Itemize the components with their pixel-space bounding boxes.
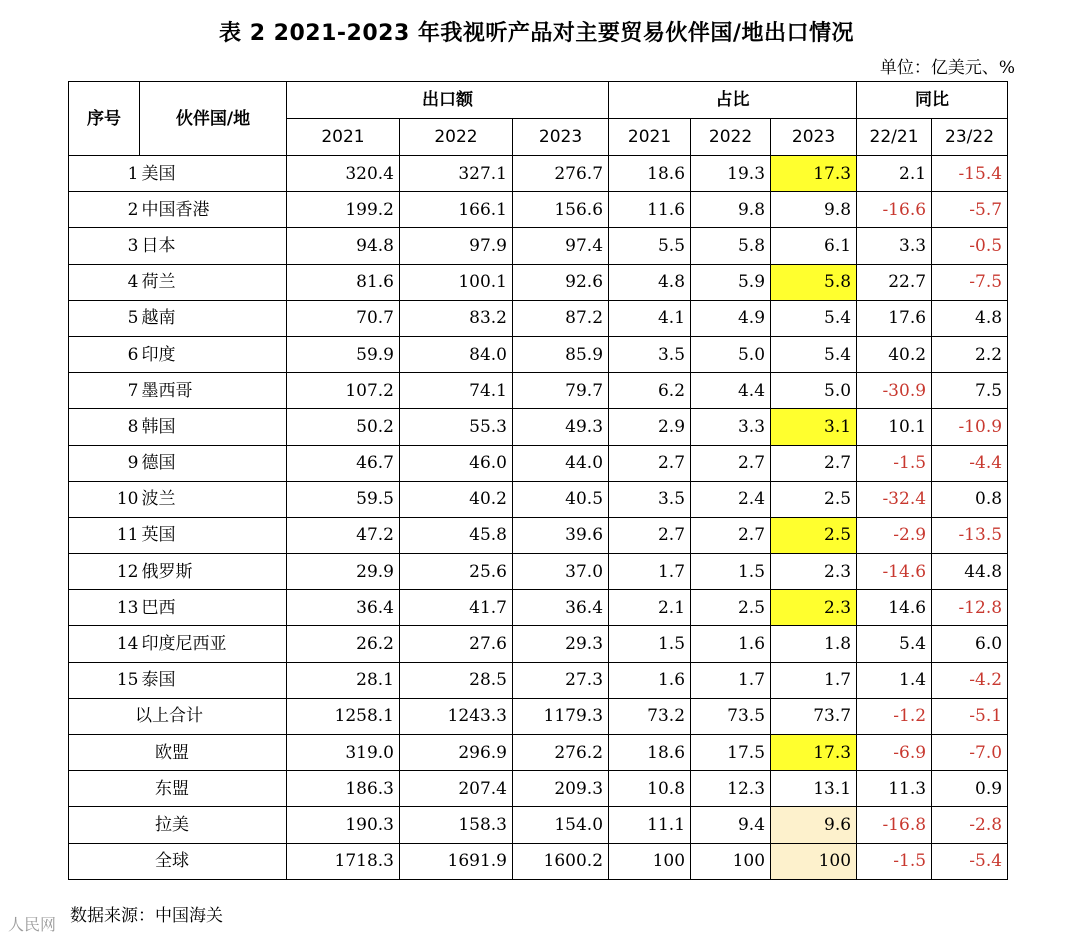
- table-body: [69, 156, 1008, 880]
- export-cell: 81.6: [287, 264, 400, 300]
- share-cell: 2.7: [609, 445, 691, 481]
- share-cell: 2.4: [691, 481, 771, 517]
- partner-name: 英国: [140, 517, 287, 553]
- partner-name: 美国: [140, 156, 287, 192]
- share-cell: 2.5: [691, 590, 771, 626]
- summary-row: [69, 807, 1008, 843]
- header-partner: 伙伴国/地: [140, 82, 287, 156]
- row-index: 3: [69, 228, 140, 264]
- table-title: 表 2 2021-2023 年我视听产品对主要贸易伙伴国/地出口情况: [219, 21, 854, 46]
- row-index: 14: [69, 626, 140, 662]
- summary-row: [69, 843, 1008, 879]
- yoy-cell: 5.4: [857, 626, 932, 662]
- share-cell: 4.8: [609, 264, 691, 300]
- share-cell: 1.7: [691, 662, 771, 698]
- table-row: [69, 156, 1008, 192]
- row-index: 7: [69, 373, 140, 409]
- share-cell: 73.5: [691, 698, 771, 734]
- export-cell: 296.9: [400, 735, 513, 771]
- header-year: 2023: [771, 119, 857, 156]
- summary-row: [69, 698, 1008, 734]
- partner-name: 荷兰: [140, 264, 287, 300]
- export-cell: 276.2: [513, 735, 609, 771]
- yoy-cell: 2.1: [857, 156, 932, 192]
- row-index: 9: [69, 445, 140, 481]
- table-row: [69, 264, 1008, 300]
- share-cell: 5.0: [771, 373, 857, 409]
- share-cell: 3.3: [691, 409, 771, 445]
- table-row: [69, 192, 1008, 228]
- export-cell: 50.2: [287, 409, 400, 445]
- export-cell: 1600.2: [513, 843, 609, 879]
- partner-name: 中国香港: [140, 192, 287, 228]
- share-cell: 2.3: [771, 590, 857, 626]
- share-cell: 6.2: [609, 373, 691, 409]
- export-cell: 199.2: [287, 192, 400, 228]
- yoy-cell: 11.3: [857, 771, 932, 807]
- header-export: 出口额: [287, 82, 609, 119]
- share-cell: 4.1: [609, 300, 691, 336]
- export-cell: 55.3: [400, 409, 513, 445]
- header-year: 2022: [691, 119, 771, 156]
- table-row: [69, 590, 1008, 626]
- yoy-cell: -7.5: [932, 264, 1008, 300]
- header-share: 占比: [609, 82, 857, 119]
- yoy-cell: 40.2: [857, 336, 932, 372]
- header-year: 2021: [609, 119, 691, 156]
- export-cell: 1691.9: [400, 843, 513, 879]
- share-cell: 2.7: [609, 517, 691, 553]
- export-cell: 44.0: [513, 445, 609, 481]
- share-cell: 73.7: [771, 698, 857, 734]
- partner-name: 印度: [140, 336, 287, 372]
- header-year: 2022: [400, 119, 513, 156]
- yoy-cell: -12.8: [932, 590, 1008, 626]
- yoy-cell: -5.4: [932, 843, 1008, 879]
- export-cell: 166.1: [400, 192, 513, 228]
- share-cell: 11.6: [609, 192, 691, 228]
- yoy-cell: -1.5: [857, 843, 932, 879]
- share-cell: 2.3: [771, 554, 857, 590]
- summary-row: [69, 771, 1008, 807]
- yoy-cell: 2.2: [932, 336, 1008, 372]
- header-seq: 序号: [69, 82, 140, 156]
- export-cell: 1718.3: [287, 843, 400, 879]
- share-cell: 11.1: [609, 807, 691, 843]
- share-cell: 5.5: [609, 228, 691, 264]
- share-cell: 4.4: [691, 373, 771, 409]
- share-cell: 1.5: [609, 626, 691, 662]
- share-cell: 1.6: [691, 626, 771, 662]
- export-cell: 83.2: [400, 300, 513, 336]
- export-cell: 25.6: [400, 554, 513, 590]
- export-cell: 1243.3: [400, 698, 513, 734]
- export-cell: 107.2: [287, 373, 400, 409]
- share-cell: 2.1: [609, 590, 691, 626]
- yoy-cell: -4.2: [932, 662, 1008, 698]
- share-cell: 1.7: [771, 662, 857, 698]
- export-cell: 41.7: [400, 590, 513, 626]
- share-cell: 17.3: [771, 735, 857, 771]
- share-cell: 3.5: [609, 336, 691, 372]
- share-cell: 3.5: [609, 481, 691, 517]
- yoy-cell: -15.4: [932, 156, 1008, 192]
- export-cell: 87.2: [513, 300, 609, 336]
- share-cell: 9.4: [691, 807, 771, 843]
- export-cell: 209.3: [513, 771, 609, 807]
- yoy-cell: -16.6: [857, 192, 932, 228]
- share-cell: 9.6: [771, 807, 857, 843]
- export-cell: 97.4: [513, 228, 609, 264]
- export-cell: 207.4: [400, 771, 513, 807]
- table-row: [69, 409, 1008, 445]
- export-cell: 94.8: [287, 228, 400, 264]
- yoy-cell: -10.9: [932, 409, 1008, 445]
- export-cell: 84.0: [400, 336, 513, 372]
- yoy-cell: -14.6: [857, 554, 932, 590]
- export-cell: 27.6: [400, 626, 513, 662]
- export-cell: 97.9: [400, 228, 513, 264]
- yoy-cell: 0.8: [932, 481, 1008, 517]
- header-yoy-period: 22/21: [857, 119, 932, 156]
- header-year: 2023: [513, 119, 609, 156]
- share-cell: 19.3: [691, 156, 771, 192]
- share-cell: 5.0: [691, 336, 771, 372]
- share-cell: 4.9: [691, 300, 771, 336]
- yoy-cell: -5.7: [932, 192, 1008, 228]
- share-cell: 5.4: [771, 300, 857, 336]
- yoy-cell: 0.9: [932, 771, 1008, 807]
- share-cell: 10.8: [609, 771, 691, 807]
- yoy-cell: -7.0: [932, 735, 1008, 771]
- table-row: [69, 445, 1008, 481]
- watermark: 人民网: [8, 915, 57, 934]
- export-cell: 156.6: [513, 192, 609, 228]
- export-cell: 36.4: [513, 590, 609, 626]
- partner-name: 德国: [140, 445, 287, 481]
- yoy-cell: -1.2: [857, 698, 932, 734]
- export-cell: 158.3: [400, 807, 513, 843]
- partner-name: 巴西: [140, 590, 287, 626]
- yoy-cell: -16.8: [857, 807, 932, 843]
- export-cell: 39.6: [513, 517, 609, 553]
- export-cell: 28.5: [400, 662, 513, 698]
- share-cell: 9.8: [691, 192, 771, 228]
- partner-name: 日本: [140, 228, 287, 264]
- yoy-cell: -32.4: [857, 481, 932, 517]
- partner-name: 韩国: [140, 409, 287, 445]
- yoy-cell: 4.8: [932, 300, 1008, 336]
- export-table: [68, 81, 1008, 880]
- share-cell: 18.6: [609, 735, 691, 771]
- row-index: 15: [69, 662, 140, 698]
- table-row: [69, 517, 1008, 553]
- export-cell: 37.0: [513, 554, 609, 590]
- share-cell: 18.6: [609, 156, 691, 192]
- export-cell: 85.9: [513, 336, 609, 372]
- table-row: [69, 336, 1008, 372]
- share-cell: 17.3: [771, 156, 857, 192]
- yoy-cell: -2.9: [857, 517, 932, 553]
- partner-name: 墨西哥: [140, 373, 287, 409]
- export-cell: 29.3: [513, 626, 609, 662]
- row-index: 6: [69, 336, 140, 372]
- summary-name: 全球: [69, 843, 287, 879]
- export-cell: 29.9: [287, 554, 400, 590]
- yoy-cell: 7.5: [932, 373, 1008, 409]
- export-cell: 190.3: [287, 807, 400, 843]
- row-index: 13: [69, 590, 140, 626]
- summary-name: 欧盟: [69, 735, 287, 771]
- share-cell: 1.5: [691, 554, 771, 590]
- yoy-cell: -0.5: [932, 228, 1008, 264]
- export-cell: 74.1: [400, 373, 513, 409]
- summary-row: [69, 735, 1008, 771]
- export-cell: 186.3: [287, 771, 400, 807]
- table-row: [69, 554, 1008, 590]
- export-cell: 92.6: [513, 264, 609, 300]
- export-cell: 59.5: [287, 481, 400, 517]
- export-cell: 70.7: [287, 300, 400, 336]
- share-cell: 9.8: [771, 192, 857, 228]
- table-row: [69, 626, 1008, 662]
- share-cell: 73.2: [609, 698, 691, 734]
- export-cell: 26.2: [287, 626, 400, 662]
- yoy-cell: -6.9: [857, 735, 932, 771]
- yoy-cell: -13.5: [932, 517, 1008, 553]
- partner-name: 越南: [140, 300, 287, 336]
- share-cell: 100: [771, 843, 857, 879]
- row-index: 11: [69, 517, 140, 553]
- row-index: 8: [69, 409, 140, 445]
- export-cell: 320.4: [287, 156, 400, 192]
- partner-name: 波兰: [140, 481, 287, 517]
- row-index: 1: [69, 156, 140, 192]
- export-cell: 154.0: [513, 807, 609, 843]
- share-cell: 1.6: [609, 662, 691, 698]
- table-row: [69, 373, 1008, 409]
- partner-name: 泰国: [140, 662, 287, 698]
- export-cell: 100.1: [400, 264, 513, 300]
- export-cell: 45.8: [400, 517, 513, 553]
- header-year: 2021: [287, 119, 400, 156]
- share-cell: 100: [691, 843, 771, 879]
- export-cell: 36.4: [287, 590, 400, 626]
- yoy-cell: 17.6: [857, 300, 932, 336]
- share-cell: 5.4: [771, 336, 857, 372]
- data-source: 数据来源：中国海关: [70, 906, 223, 926]
- table-row: [69, 300, 1008, 336]
- yoy-cell: -30.9: [857, 373, 932, 409]
- share-cell: 1.8: [771, 626, 857, 662]
- export-cell: 46.7: [287, 445, 400, 481]
- share-cell: 2.9: [609, 409, 691, 445]
- share-cell: 1.7: [609, 554, 691, 590]
- row-index: 10: [69, 481, 140, 517]
- yoy-cell: 10.1: [857, 409, 932, 445]
- export-cell: 49.3: [513, 409, 609, 445]
- table-row: [69, 481, 1008, 517]
- export-cell: 327.1: [400, 156, 513, 192]
- export-cell: 40.5: [513, 481, 609, 517]
- yoy-cell: 1.4: [857, 662, 932, 698]
- yoy-cell: 3.3: [857, 228, 932, 264]
- share-cell: 17.5: [691, 735, 771, 771]
- share-cell: 13.1: [771, 771, 857, 807]
- share-cell: 5.8: [771, 264, 857, 300]
- export-cell: 1179.3: [513, 698, 609, 734]
- export-cell: 47.2: [287, 517, 400, 553]
- table-row: [69, 228, 1008, 264]
- share-cell: 100: [609, 843, 691, 879]
- share-cell: 5.8: [691, 228, 771, 264]
- share-cell: 2.7: [691, 445, 771, 481]
- yoy-cell: 44.8: [932, 554, 1008, 590]
- yoy-cell: 14.6: [857, 590, 932, 626]
- share-cell: 2.7: [691, 517, 771, 553]
- share-cell: 2.7: [771, 445, 857, 481]
- row-index: 12: [69, 554, 140, 590]
- row-index: 2: [69, 192, 140, 228]
- export-cell: 276.7: [513, 156, 609, 192]
- share-cell: 12.3: [691, 771, 771, 807]
- export-cell: 46.0: [400, 445, 513, 481]
- row-index: 4: [69, 264, 140, 300]
- row-index: 5: [69, 300, 140, 336]
- export-cell: 59.9: [287, 336, 400, 372]
- header-yoy: 同比: [857, 82, 1008, 119]
- share-cell: 3.1: [771, 409, 857, 445]
- yoy-cell: -1.5: [857, 445, 932, 481]
- export-cell: 27.3: [513, 662, 609, 698]
- share-cell: 5.9: [691, 264, 771, 300]
- partner-name: 俄罗斯: [140, 554, 287, 590]
- table-row: [69, 662, 1008, 698]
- share-cell: 2.5: [771, 517, 857, 553]
- yoy-cell: -5.1: [932, 698, 1008, 734]
- summary-name: 拉美: [69, 807, 287, 843]
- export-cell: 28.1: [287, 662, 400, 698]
- header-yoy-period: 23/22: [932, 119, 1008, 156]
- share-cell: 2.5: [771, 481, 857, 517]
- yoy-cell: -4.4: [932, 445, 1008, 481]
- partner-name: 印度尼西亚: [140, 626, 287, 662]
- unit-label: 单位：亿美元、%: [879, 58, 1015, 78]
- yoy-cell: 22.7: [857, 264, 932, 300]
- yoy-cell: -2.8: [932, 807, 1008, 843]
- export-cell: 79.7: [513, 373, 609, 409]
- summary-name: 东盟: [69, 771, 287, 807]
- export-cell: 40.2: [400, 481, 513, 517]
- yoy-cell: 6.0: [932, 626, 1008, 662]
- share-cell: 6.1: [771, 228, 857, 264]
- export-cell: 319.0: [287, 735, 400, 771]
- export-cell: 1258.1: [287, 698, 400, 734]
- summary-name: 以上合计: [69, 698, 287, 734]
